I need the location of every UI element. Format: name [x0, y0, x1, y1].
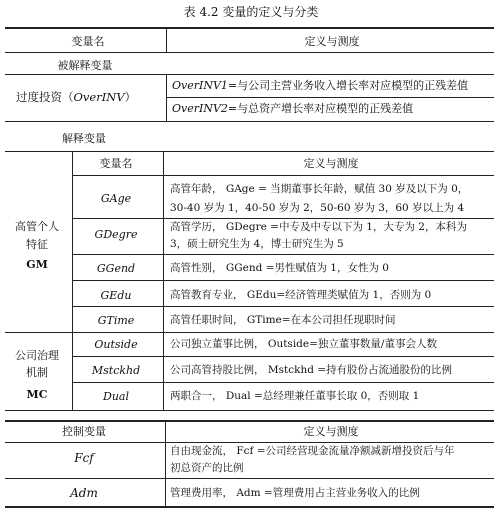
overinv2-definition: OverINV2=与总资产增长率对应模型的正残差值	[172, 102, 414, 115]
gm-group-code: GM	[26, 258, 48, 271]
control-top-rule	[5, 420, 494, 422]
fcf-def-line1: 自由现金流， Fcf =公司经营现金流量净额减新增投资后与年	[170, 445, 455, 457]
gm-group-line1: 高管个人	[15, 220, 59, 233]
overinv1-definition: OverINV1=与公司主营业务收入增长率对应模型的正残差值	[172, 79, 469, 92]
sub-header-definition: 定义与测度	[303, 157, 359, 170]
control-row-rule	[5, 478, 494, 479]
ggend-def: 高管性别， GGend =男性赋值为 1，女性为 0	[170, 262, 389, 274]
mc-group-code: MC	[26, 388, 48, 401]
mc-group-line2: 机制	[26, 366, 48, 379]
var-ggend: GGend	[96, 262, 136, 275]
row-rule	[72, 356, 494, 357]
row-rule	[72, 254, 494, 255]
header-rule	[5, 52, 494, 53]
row-rule	[72, 382, 494, 383]
var-gtime: GTime	[97, 314, 135, 327]
var-gage: GAge	[100, 192, 132, 205]
gdegre-def-line1: 高管学历， GDegre =中专及中专以下为 1，大专为 2，本科为	[170, 221, 467, 233]
gm-bottom-rule	[5, 332, 494, 333]
overinv-row-rule	[166, 97, 494, 98]
var-adm: Adm	[70, 486, 98, 500]
explained-section-label: 被解释变量	[57, 59, 113, 72]
fcf-def-line2: 初总资产的比例	[170, 462, 244, 474]
gedu-def: 高管教育专业， GEdu=经济管理类赋值为 1，否则为 0	[170, 289, 432, 301]
sub-header-name: 变量名	[99, 157, 133, 170]
table-title: 表 4.2 变量的定义与分类	[183, 5, 319, 19]
overinv-label: 过度投资（OverINV）	[16, 90, 137, 104]
header-name: 变量名	[71, 35, 105, 48]
row-rule	[72, 280, 494, 281]
header-divider	[166, 28, 167, 52]
explanatory-top-rule	[5, 151, 494, 152]
var-gdegre: GDegre	[94, 228, 138, 241]
var-gedu: GEdu	[100, 289, 132, 302]
mc-group-line1: 公司治理	[15, 349, 59, 362]
gdegre-def-line2: 3，硕士研究生为 4，博士研究生为 5	[170, 238, 344, 250]
explanatory-section-label: 解释变量	[62, 132, 106, 145]
header-definition: 定义与测度	[304, 35, 360, 48]
gage-def-line2: 30-40 岁为 1，40-50 岁为 2，50-60 岁为 3，60 岁以上为 4	[170, 202, 465, 214]
explained-bottom-rule	[5, 121, 494, 122]
adm-def: 管理费用率， Adm =管理费用占主营业务收入的比例	[170, 487, 420, 499]
control-header-definition: 定义与测度	[303, 425, 359, 438]
gtime-def: 高管任职时间， GTime=在本公司担任现职时间	[170, 314, 396, 326]
row-rule	[72, 306, 494, 307]
bottom-rule	[5, 506, 494, 508]
dual-def: 两职合一， Dual =总经理兼任董事长取 0，否则取 1	[170, 390, 420, 402]
control-header-rule	[5, 442, 494, 443]
var-fcf: Fcf	[74, 451, 94, 465]
var-mstckhd: Mstckhd	[91, 364, 141, 377]
control-divider	[165, 420, 166, 507]
top-rule	[5, 27, 494, 29]
mstckhd-def: 公司高管持股比例， Mstckhd =持有股份占流通股份的比例	[170, 364, 453, 376]
var-outside: Outside	[94, 338, 138, 351]
var-dual: Dual	[103, 390, 129, 403]
gm-group-line2: 特征	[26, 238, 48, 251]
mc-bottom-rule	[5, 410, 494, 411]
sub-header-rule	[72, 175, 494, 176]
explained-rule	[5, 74, 494, 75]
row-rule	[72, 218, 494, 219]
gage-def-line1: 高管年龄， GAge = 当期董事长年龄，赋值 30 岁及以下为 0，	[170, 183, 469, 195]
control-header-name: 控制变量	[62, 425, 106, 438]
outside-def: 公司独立董事比例， Outside=独立董事数量/董事会人数	[170, 338, 437, 350]
